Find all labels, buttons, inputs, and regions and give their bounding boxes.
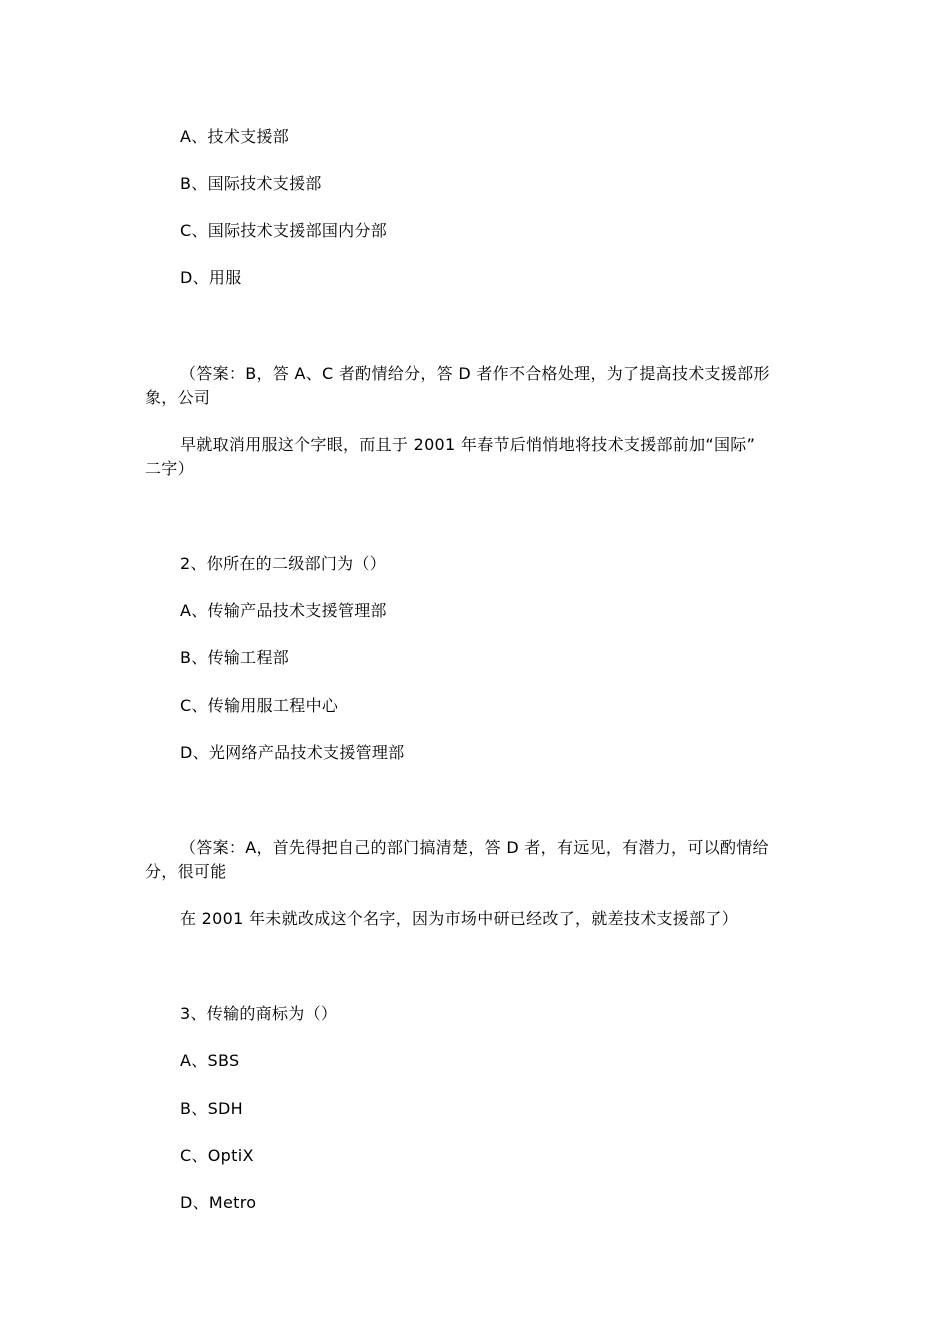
q1-answer-line-2: 象，公司 — [145, 388, 211, 407]
q3-question: 3、传输的商标为（） — [180, 1004, 338, 1023]
q2-question: 2、你所在的二级部门为（） — [180, 554, 387, 573]
q1-option-d: D、用服 — [180, 268, 242, 287]
q2-option-b: B、传输工程部 — [180, 648, 290, 667]
q1-answer-line-4: 二字） — [145, 459, 194, 478]
q2-answer-line-1: （答案：A，首先得把自己的部门搞清楚，答 D 者，有远见，有潜力，可以酌情给 — [180, 838, 769, 857]
q2-option-a: A、传输产品技术支援管理部 — [180, 601, 387, 620]
q2-option-d: D、光网络产品技术支援管理部 — [180, 743, 405, 762]
q2-answer-line-2: 分，很可能 — [145, 862, 227, 881]
q1-answer-line-1: （答案：B，答 A、C 者酌情给分，答 D 者作不合格处理，为了提高技术支援部形 — [180, 364, 770, 383]
q3-option-a: A、SBS — [180, 1051, 240, 1070]
q3-option-b: B、SDH — [180, 1099, 243, 1118]
q1-option-c: C、国际技术支援部国内分部 — [180, 221, 388, 240]
q3-option-d: D、Metro — [180, 1193, 257, 1212]
q2-answer-line-3: 在 2001 年未就改成这个名字，因为市场中研已经改了，就差技术支援部了） — [180, 909, 738, 928]
q2-option-c: C、传输用服工程中心 — [180, 696, 339, 715]
q1-answer-line-3: 早就取消用服这个字眼，而且于 2001 年春节后悄悄地将技术支援部前加“国际” — [180, 435, 756, 454]
q1-option-a: A、技术支援部 — [180, 127, 290, 146]
q1-option-b: B、国际技术支援部 — [180, 174, 322, 193]
q3-option-c: C、OptiX — [180, 1146, 254, 1165]
